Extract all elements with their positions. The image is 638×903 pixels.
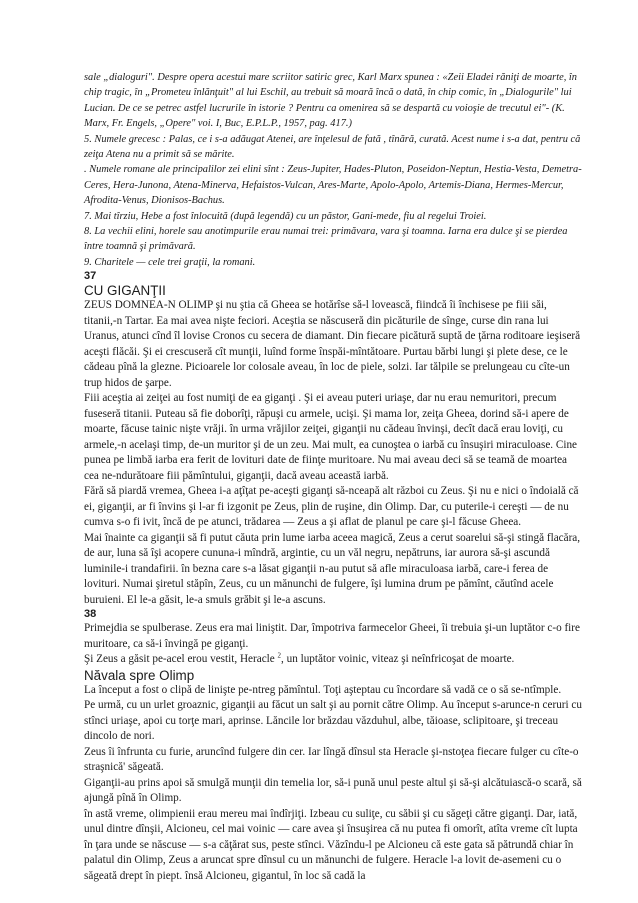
- footnote-9: 9. Charitele — cele trei graţii, la romani.: [84, 256, 256, 268]
- paragraph: Fiii aceştia ai zeiţei au fost numiţi de ea giganţi . Şi ei aveau puteri uriaşe, dar nu erau nemuritori, precum fuseseră titanii. Puteau să fie doborîţi, răpuşi cu armele, ucişi. Şi mama lor, zeiţa Gheea, dorind să-i apere de moarte, făcuse tainic nişte vrăji. în urma vrăjilor zeiţei, giganţii nu cădeau învinşi, decît dacă erau loviţi, cu armele,-n acelaşi timp, de-un muritor şi de un zeu. Mai mult, ea cunoştea o iarbă cu însuşiri miraculoase. Cine punea pe limbă iarba era ferit de lovituri date de fiinţe muritoare. Nu mai aveau deci să se teamă de moartea cea ne-ndurătoare fiii pămîntului, giganţii, dacă aveau această iarbă.: [84, 392, 578, 482]
- footnote-ref: 2: [277, 651, 282, 660]
- paragraph: Pe urmă, cu un urlet groaznic, giganţii au făcut un salt şi au pornit către Olimp. Au început s-arunce-n ceruri cu stînci uriaşe, apoi cu torţe mari, aprinse. Lăncile lor brăzdau văzduhul, albe, tăioase, sclipitoare, şi treceau dincolo de nori.: [84, 699, 582, 743]
- footnote-7: 7. Mai tîrziu, Hebe a fost înlocuită (după legendă) cu un păstor, Gani-mede, fiu al regelui Troiei.: [84, 210, 487, 222]
- section-heading: Năvala spre Olimp: [84, 667, 195, 683]
- paragraph: Fără să piardă vremea, Gheea i-a aţîţat pe-aceşti giganţi să-nceapă alt război cu Zeus. Şi nu e nici o îndoială că ei, giganţii, ar fi învins şi l-ar fi izgonit pe Zeus, plin de ruşine, din Olimp. Dar, cu puterile-i cereşti — de nu cumva s-o fi ivit, încă de pe atunci, trădarea — Zeus a şi aflat de planul pe care şi-l făcuse Gheea.: [84, 485, 579, 529]
- paragraph: Primejdia se spulberase. Zeus era mai liniştit. Dar, împotriva farmecelor Gheei, îi trebuia şi-un luptător c-o fire muritoare, ca să-i învingă pe giganţi.: [84, 622, 580, 650]
- footnote-6: . Numele romane ale principalilor zei elini sînt : Zeus-Jupiter, Hades-Pluton, Poseidon-Neptun, Hestia-Vesta, Demetra-Ceres, Hera-Junona, Atena-Minerva, Hefaistos-Vulcan, Ares-Marte, Apolo-Apolo, Artemis-Diana, Hermes-Mercur, Afrodita-Venus, Dionisos-Bachus.: [84, 164, 582, 207]
- paragraph: ZEUS DOMNEA-N OLIMP şi nu ştia că Gheea se hotărîse să-l lovească, fiindcă îi închisese pe fiii săi, titanii,-n Tartar. Ea mai avea nişte feciori. Aceştia se născuseră din picăturile de sînge, curse din rana lui Uranus, atunci cînd îl lovise Cronos cu secera de diamant. Din fiecare picătură suptă de ţărna roditoare ieşiseră aceşti flăcăi. Şi ei crescuseră cît munţii, luînd forme înspăi-mîntătoare. Purtau bărbi lungi şi plete dese, ce le cădeau pînă la glezne. Picioarele lor colosale aveau, în loc de piele, solzi. Iar tălpile se prelungeau cu cîte-un trup hidos de şarpe.: [84, 299, 581, 389]
- chapter-body: [84, 298, 582, 608]
- paragraph: Zeus îi înfrunta cu furie, aruncînd fulgere din cer. Iar lîngă dînsul sta Heracle şi-nstoţea fiecare fulger cu cîte-o straşnică' săgeată.: [84, 745, 579, 774]
- page-number: 38: [84, 608, 97, 621]
- page-number: 37: [84, 270, 97, 283]
- heracle-text-before: Şi Zeus a găsit pe-acel erou vestit, Heracle: [84, 653, 278, 666]
- paragraph: în astă vreme, olimpienii erau mereu mai îndîrjiţi. Izbeau cu suliţe, cu săbii şi cu săgeţi către giganţi. Dar, iată, unul dintre dînşii, Alcioneu, cel mai voinic — care avea şi însuşirea că nu putea fi omorît, atîta vreme cît lupta în ţara unde se născuse — s-a căţărat sus, peste stînci. Văzîndu-l pe Alcioneu că este gata să pătrundă chiar în palatul din Olimp, Zeus a aruncat spre dînsul cu un mănunchi de fulgere. Heracle l-a lovit de-asemeni cu o săgeată drept în piept. însă Alcioneu, gigantul, în loc să cadă la: [84, 807, 578, 882]
- footnote-8: 8. La vechii elini, horele sau anotimpurile erau numai trei: primăvara, vara şi toamna. Iarna era dulce şi se pierdea între toamnă şi primăvară.: [84, 226, 568, 253]
- heracle-text-after: , un luptător voinic, viteaz şi neînfricoşat de moarte.: [281, 653, 515, 666]
- chapter-heading: CU GIGANŢII: [84, 283, 166, 299]
- paragraph: Mai înainte ca giganţii să fi putut căuta prin lume iarba aceea magică, Zeus a cerut soarelui să-şi stingă flacăra, de aur, luna să îşi acopere cununa-i mîndră, argintie, cu un văl negru, nepătruns, iar aurora să-şi ascundă luminile-i trandafirii. în bezna care s-a lăsat giganţii n-au putut să afle miraculoasa iarbă, care-i ferea de lovituri. Numai şiretul stăpîn, Zeus, cu un mănunchi de fulgere, îşi lumina drum pe pămînt, căutînd acele buruieni. El le-a găsit, le-a smuls grăbit şi le-a ascuns.: [84, 531, 581, 606]
- footnote-continuation: sale „dialoguri". Despre opera acestui mare scriitor satiric grec, Karl Marx spunea : «Zeii Eladei răniţi de moarte, în chip tragic, în „Prometeu înlănţuit" al lui Eschil, au trebuit să moară încă o dată, în chip comic, în „Dialogurile" lui Lucian. De ce se petrec astfel lucrurile în istorie ? Pentru ca omenirea să se despartă cu voioşie de trecutul ei"- (K. Marx, Fr. Engels, „Opere" voi. I, Buc, E.P.L.P., 1957, pag. 417.): [84, 72, 577, 130]
- paragraph: Giganţii-au prins apoi să smulgă munţii din temelia lor, să-i pună unul peste altul şi să-şi alcătuiască-o scară, să ajungă pînă în Olimp.: [84, 776, 582, 805]
- footnotes: [84, 70, 582, 270]
- paragraph-heracle: [84, 652, 582, 668]
- chapter-body-continued: [84, 621, 582, 668]
- paragraph: La început a fost o clipă de linişte pe-ntreg pămîntul. Toţi aşteptau cu încordare să vadă ce o să se-ntîmple.: [84, 683, 562, 696]
- section-body: [84, 683, 582, 885]
- footnote-5: 5. Numele grecesc : Palas, ce i s-a adăugat Atenei, are înţelesul de fată , tînără, curată. Acest nume i s-a dat, pentru că zeiţa Atena nu a primit să se mărite.: [84, 133, 581, 161]
